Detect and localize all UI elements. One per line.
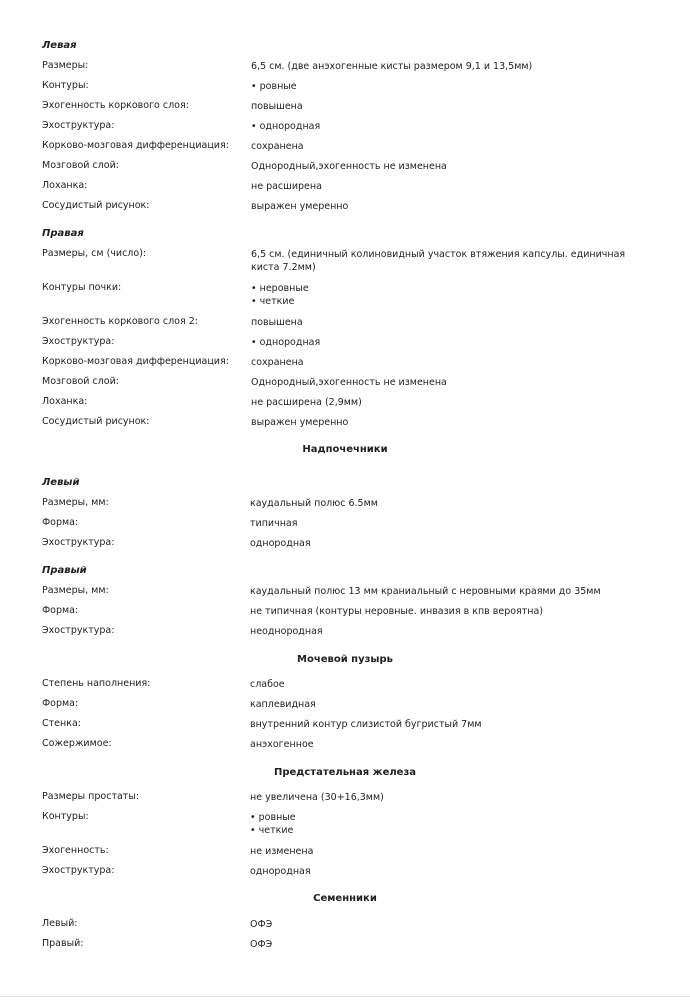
field-value-line: киста 7.2мм)	[251, 262, 316, 273]
field-value: выражен умеренно	[251, 201, 349, 212]
field-label: Форма:	[42, 698, 79, 709]
field-label: Контуры:	[42, 80, 89, 91]
section-heading-adrenals: Надпочечники	[302, 444, 388, 455]
field-label: Эхогенность коркового слоя 2:	[42, 316, 198, 327]
right-adrenal-subheading: Правый	[42, 565, 87, 576]
field-value: не типичная (контуры неровные. инвазия в кпв вероятна)	[250, 606, 544, 617]
field-label: Форма:	[42, 517, 79, 528]
field-label: Эхоструктура:	[42, 865, 115, 876]
field-value: не расширена	[251, 181, 322, 192]
field-label: Лоханка:	[42, 180, 88, 191]
field-value: каудальный полюс 6.5мм	[250, 498, 378, 509]
field-value: анэхогенное	[250, 739, 314, 750]
field-label: Эхоструктура:	[42, 625, 115, 636]
field-value: Однородный,эхогенность не изменена	[251, 161, 447, 172]
field-label: Размеры, мм:	[42, 585, 109, 596]
field-label: Эхоструктура:	[42, 336, 115, 347]
field-value-line: • четкие	[251, 296, 295, 307]
field-value: повышена	[251, 317, 303, 328]
field-value: ОФЭ	[250, 939, 273, 950]
field-label: Степень наполнения:	[42, 678, 151, 689]
page-bottom-divider	[0, 996, 690, 997]
field-label: Сосудистый рисунок:	[42, 200, 150, 211]
field-value: однородная	[250, 538, 311, 549]
field-value-line: 6,5 см. (единичный колиновидный участок втяжения капсулы. единичная	[251, 249, 626, 260]
field-label: Корково-мозговая дифференциация:	[42, 356, 229, 367]
field-label: Эхогенность коркового слоя:	[42, 100, 189, 111]
field-value: Однородный,эхогенность не изменена	[251, 377, 447, 388]
field-label: Контуры:	[42, 811, 89, 822]
left-kidney-subheading: Левая	[42, 40, 77, 51]
field-label: Форма:	[42, 605, 79, 616]
field-value: • однородная	[251, 337, 321, 348]
section-heading-bladder: Мочевой пузырь	[297, 654, 393, 665]
field-label: Размеры простаты:	[42, 791, 140, 802]
field-label: Размеры:	[42, 60, 89, 71]
field-value: не изменена	[250, 846, 314, 857]
field-value: сохранена	[251, 357, 304, 368]
field-value: не расширена (2,9мм)	[251, 397, 362, 408]
field-value: повышена	[251, 101, 303, 112]
field-value: однородная	[250, 866, 311, 877]
field-value: • ровные	[251, 81, 297, 92]
field-value: не увеличена (30+16,3мм)	[250, 792, 384, 803]
field-value	[250, 811, 296, 837]
field-value: • однородная	[251, 121, 321, 132]
field-label: Размеры, мм:	[42, 497, 109, 508]
field-value: слабое	[250, 679, 285, 690]
field-label: Эхоструктура:	[42, 120, 115, 131]
field-value: ОФЭ	[250, 919, 273, 930]
field-value: выражен умеренно	[251, 417, 349, 428]
field-label: Эхоструктура:	[42, 537, 115, 548]
field-value: типичная	[250, 518, 298, 529]
field-label: Размеры, см (число):	[42, 248, 147, 259]
left-adrenal-subheading: Левый	[42, 477, 80, 488]
field-label: Эхогенность:	[42, 845, 109, 856]
field-label: Стенка:	[42, 718, 81, 729]
field-label: Мозговой слой:	[42, 160, 119, 171]
field-label: Мозговой слой:	[42, 376, 119, 387]
field-value: сохранена	[251, 141, 304, 152]
field-label: Лоханка:	[42, 396, 88, 407]
field-label: Сожержимое:	[42, 738, 112, 749]
field-value: внутренний контур слизистой бугристый 7мм	[250, 719, 482, 730]
field-value: 6,5 см. (две анэхогенные кисты размером 9,1 и 13,5мм)	[251, 61, 533, 72]
field-label: Правый:	[42, 938, 84, 949]
field-value	[251, 282, 309, 308]
field-value-line: • четкие	[250, 825, 294, 836]
field-value: неоднородная	[250, 626, 323, 637]
field-value: каплевидная	[250, 699, 316, 710]
field-label: Контуры почки:	[42, 282, 122, 293]
field-label: Сосудистый рисунок:	[42, 416, 150, 427]
field-value: каудальный полюс 13 мм краниальный с неровными краями до 35мм	[250, 586, 601, 597]
field-label: Левый:	[42, 918, 78, 929]
right-kidney-subheading: Правая	[42, 228, 84, 239]
field-value-line: • ровные	[250, 812, 296, 823]
field-value	[251, 248, 625, 274]
section-heading-testes: Семенники	[313, 893, 377, 904]
field-label: Корково-мозговая дифференциация:	[42, 140, 229, 151]
section-heading-prostate: Предстательная железа	[273, 767, 417, 778]
field-value-line: • неровные	[251, 283, 309, 294]
